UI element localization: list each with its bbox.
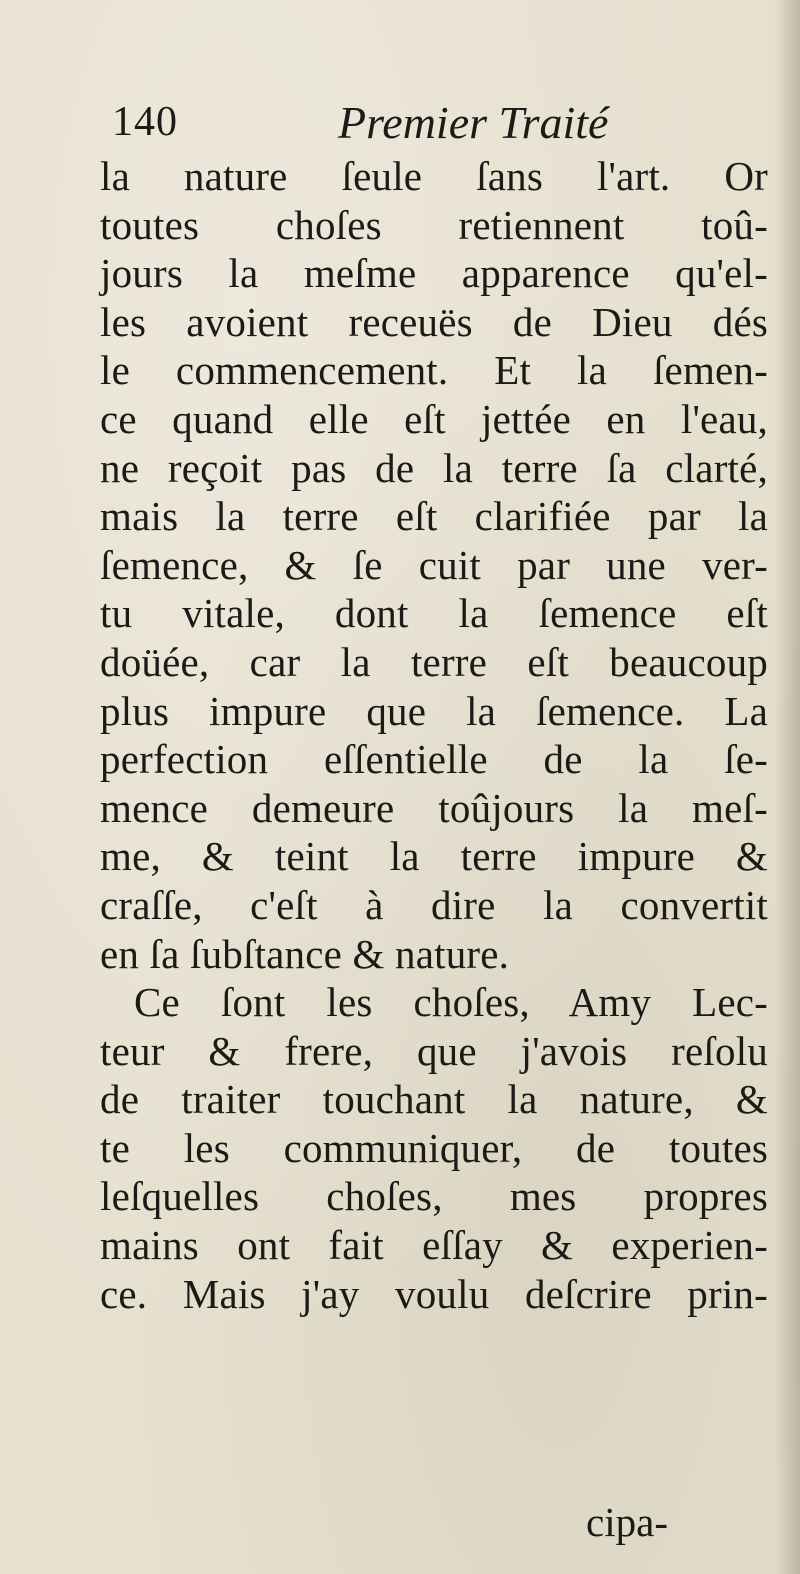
text-line: les avoient receuës de Dieu dés (100, 298, 768, 345)
text-line: ce. Mais j'ay voulu deſcrire prin- (100, 1270, 768, 1317)
text-line: plus impure que la ſemence. La (100, 687, 768, 734)
text-line: toutes choſes retiennent toû- (100, 201, 768, 248)
text-line: mains ont fait eſſay & experien- (100, 1222, 768, 1269)
text-line: la nature ſeule ſans l'art. Or (100, 153, 768, 199)
text-line: ne reçoit pas de la terre ſa clarté, (100, 444, 768, 491)
page-number: 140 (112, 99, 178, 145)
body-text (100, 152, 768, 1318)
text-line: de traiter touchant la nature, & (100, 1076, 768, 1123)
page-header (112, 92, 732, 152)
text-line: leſquelles choſes, mes propres (100, 1173, 768, 1220)
paragraph-first-line: Ce ſont les choſes, Amy Lec- (134, 979, 768, 1026)
text-line: craſſe, c'eſt à dire la convertit (100, 881, 768, 928)
page-edge-shadow (774, 0, 800, 1574)
text-line: en ſa ſubſtance & nature. (100, 930, 510, 977)
text-line: tu vitale, dont la ſemence eſt (100, 590, 768, 637)
text-line: doüée, car la terre eſt beaucoup (100, 638, 768, 685)
text-line: ſemence, & ſe cuit par une ver- (100, 541, 768, 588)
text-line: teur & frere, que j'avois reſolu (100, 1027, 768, 1074)
catchword: cipa- (586, 1499, 668, 1545)
text-line: mence demeure toûjours la meſ- (100, 784, 768, 831)
running-title: Premier Traité (338, 97, 609, 148)
text-line: perfection eſſentielle de la ſe- (100, 736, 768, 783)
text-line: te les communiquer, de toutes (100, 1124, 768, 1171)
text-line: me, & teint la terre impure & (100, 833, 768, 880)
text-line: ce quand elle eſt jettée en l'eau, (100, 395, 768, 442)
text-line: le commencement. Et la ſemen- (100, 347, 768, 394)
text-line: mais la terre eſt clarifiée par la (100, 493, 768, 540)
text-line: jours la meſme apparence qu'el- (100, 250, 768, 297)
